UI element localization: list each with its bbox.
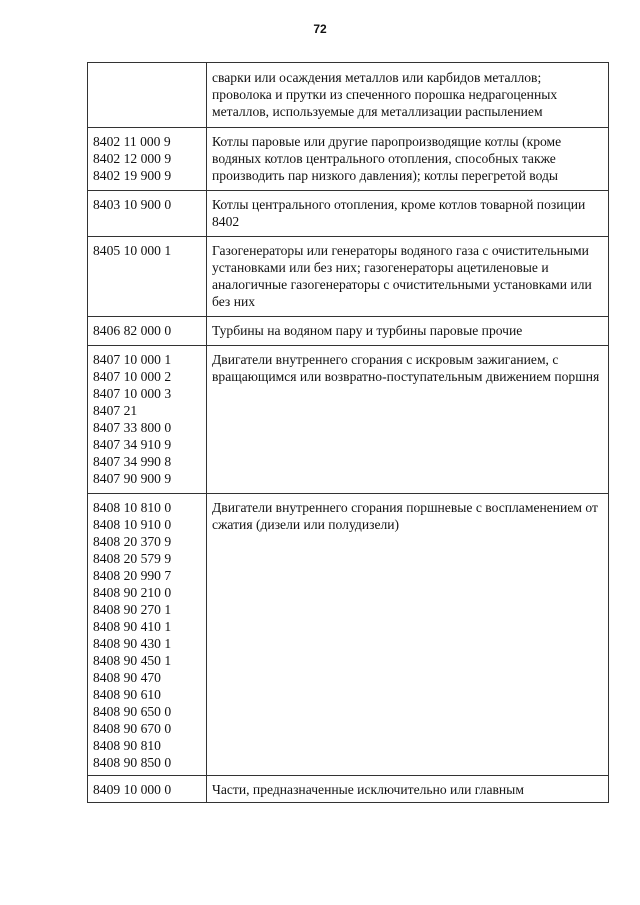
tariff-code: 8402 19 900 9 [93, 168, 172, 183]
tariff-code: 8402 12 000 9 [93, 151, 172, 166]
description-cell [207, 63, 609, 128]
description-text: Турбины на водяном пару и турбины паровые прочие [212, 323, 523, 338]
description-text: Газогенераторы или генераторы водяного газа с очистительными установками или без них; газогенераторы ацетиленовые и аналогичные газогенераторы с очистительными установками или без них [212, 243, 592, 309]
table-row [88, 128, 609, 191]
tariff-code: 8408 90 650 0 [93, 704, 172, 719]
code-cell [88, 63, 207, 128]
description-cell [207, 776, 609, 803]
tariff-code: 8408 90 410 1 [93, 619, 172, 634]
table-row [88, 776, 609, 803]
tariff-codes-table [87, 62, 609, 803]
tariff-code: 8406 82 000 0 [93, 323, 172, 338]
tariff-code: 8408 90 810 [93, 738, 161, 753]
tariff-code: 8409 10 000 0 [93, 782, 172, 797]
tariff-code: 8408 90 670 0 [93, 721, 172, 736]
code-cell [88, 191, 207, 237]
tariff-code: 8405 10 000 1 [93, 243, 172, 258]
code-cell [88, 494, 207, 776]
tariff-code: 8408 90 430 1 [93, 636, 172, 651]
tariff-code: 8408 10 910 0 [93, 517, 172, 532]
description-text: Котлы паровые или другие паропроизводящие котлы (кроме водяных котлов центрального отопления, способных также производить пар низкого давления); котлы перегретой воды [212, 134, 562, 183]
tariff-code: 8407 90 900 9 [93, 471, 172, 486]
tariff-code: 8408 20 990 7 [93, 568, 172, 583]
tariff-code: 8402 11 000 9 [93, 134, 171, 149]
tariff-code: 8407 10 000 1 [93, 352, 172, 367]
table-row [88, 494, 609, 776]
tariff-code: 8407 10 000 2 [93, 369, 172, 384]
tariff-code: 8407 21 [93, 403, 138, 418]
code-cell [88, 317, 207, 346]
description-cell [207, 191, 609, 237]
tariff-code: 8408 90 450 1 [93, 653, 172, 668]
tariff-code: 8408 10 810 0 [93, 500, 172, 515]
table-row [88, 63, 609, 128]
description-text: Двигатели внутреннего сгорания поршневые с воспламенением от сжатия (дизели или полудизели) [212, 500, 598, 532]
code-cell [88, 237, 207, 317]
tariff-code: 8407 33 800 0 [93, 420, 172, 435]
description-cell [207, 317, 609, 346]
tariff-code: 8408 20 579 9 [93, 551, 172, 566]
description-cell [207, 494, 609, 776]
tariff-code: 8407 34 990 8 [93, 454, 172, 469]
tariff-code: 8408 90 850 0 [93, 755, 172, 770]
tariff-code: 8408 90 610 [93, 687, 161, 702]
table-row [88, 191, 609, 237]
code-cell [88, 128, 207, 191]
description-text: Части, предназначенные исключительно или главным [212, 782, 524, 797]
tariff-code: 8403 10 900 0 [93, 197, 172, 212]
description-cell [207, 237, 609, 317]
tariff-code: 8407 10 000 3 [93, 386, 172, 401]
tariff-code: 8407 34 910 9 [93, 437, 172, 452]
table-row [88, 317, 609, 346]
tariff-code: 8408 90 270 1 [93, 602, 172, 617]
page-number: 72 [313, 22, 327, 36]
table-body [88, 63, 609, 803]
description-text: сварки или осаждения металлов или карбидов металлов; проволока и прутки из спеченного порошка недрагоценных металлов, используемые для металлизации распылением [212, 70, 558, 119]
description-cell [207, 128, 609, 191]
code-cell [88, 346, 207, 494]
table-row [88, 346, 609, 494]
code-cell [88, 776, 207, 803]
description-text: Двигатели внутреннего сгорания с искровым зажиганием, с вращающимся или возвратно-поступательным движением поршня [212, 352, 600, 384]
tariff-code: 8408 90 210 0 [93, 585, 172, 600]
description-cell [207, 346, 609, 494]
tariff-code: 8408 90 470 [93, 670, 161, 685]
tariff-code: 8408 20 370 9 [93, 534, 172, 549]
description-text: Котлы центрального отопления, кроме котлов товарной позиции 8402 [212, 197, 586, 229]
table-row [88, 237, 609, 317]
